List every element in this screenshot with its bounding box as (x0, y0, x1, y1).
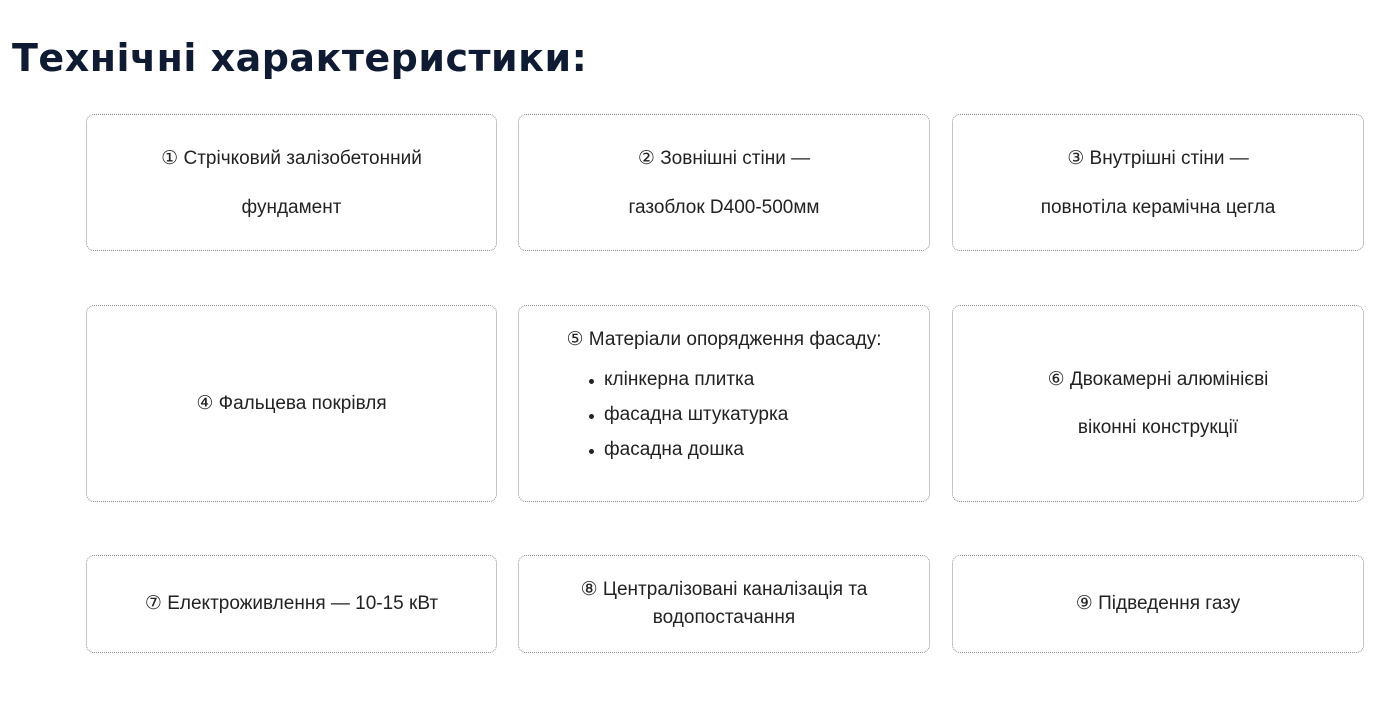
spec-text-line: ④ Фальцева покрівля (196, 392, 387, 414)
spec-card-interior-walls (952, 114, 1364, 251)
spec-card-sewage-water (518, 555, 930, 653)
bullet-icon (589, 379, 594, 384)
spec-text-line: ① Стрічковий залізобетонний (161, 147, 422, 169)
spec-text-line: ③ Внутрішні стіни — (1067, 147, 1249, 169)
spec-text-line: ② Зовнішні стіни — (637, 147, 811, 169)
list-item-label: клінкерна плитка (604, 369, 755, 390)
spec-card-heading: ⑤ Матеріали опорядження фасаду: (566, 329, 882, 350)
bullet-icon (589, 449, 594, 454)
list-item (589, 432, 788, 467)
spec-text-line: фундамент (241, 196, 342, 218)
spec-card-electricity (86, 555, 497, 653)
list-item-label: фасадна штукатурка (604, 404, 789, 425)
spec-text-line: водопостачання (652, 607, 796, 628)
list-item (589, 397, 788, 432)
list-item-label: фасадна дошка (604, 439, 744, 460)
spec-card-gas (952, 555, 1364, 653)
spec-card-exterior-walls (518, 114, 930, 251)
spec-text-line: віконні конструкції (1077, 416, 1239, 438)
spec-text-line: газоблок D400-500мм (628, 196, 820, 218)
spec-card-windows (952, 305, 1364, 502)
page-title: Технічні характеристики: (12, 36, 588, 80)
spec-text-line: повнотіла керамічна цегла (1040, 196, 1276, 218)
bullet-icon (589, 414, 594, 419)
spec-text-line: ⑧ Централізовані каналізація та (580, 579, 868, 600)
list-item (589, 362, 788, 397)
facade-materials-list (589, 362, 788, 467)
spec-card-facade-materials (518, 305, 930, 502)
spec-card-roof (86, 305, 497, 502)
spec-text-line: ⑦ Електроживлення — 10-15 кВт (144, 593, 439, 614)
spec-text-line: ⑨ Підведення газу (1075, 593, 1241, 614)
spec-text-line: ⑥ Двокамерні алюмінієві (1047, 368, 1269, 390)
spec-card-foundation (86, 114, 497, 251)
